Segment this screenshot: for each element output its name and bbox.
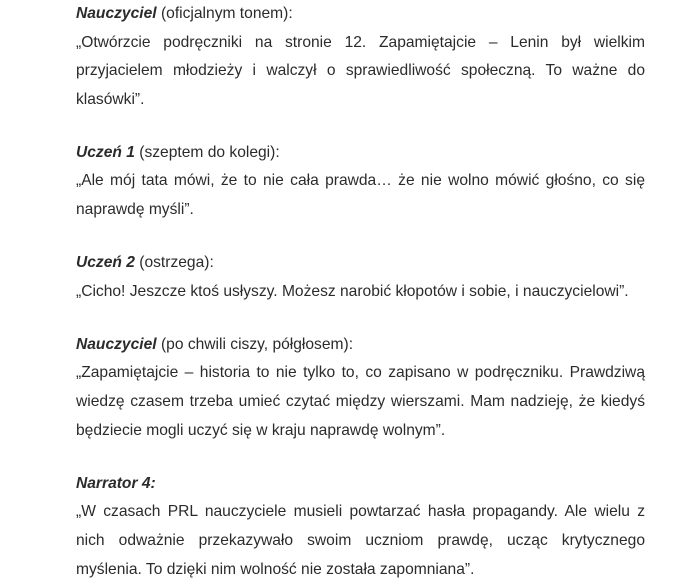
speech-text: „Otwórzcie podręczniki na stronie 12. Zapamiętajcie – Lenin był wielkim przyjacielem młodzieży i walczył o sprawiedliwość społeczną. To ważne do klasówki”.	[76, 33, 645, 108]
speaker-name: Narrator 4:	[76, 474, 156, 492]
dialogue-block	[76, 0, 645, 114]
speaker-name: Uczeń 1	[76, 143, 135, 161]
speaker-name: Nauczyciel	[76, 335, 157, 353]
speaker-line	[76, 470, 645, 499]
stage-direction: (ostrzega):	[134, 254, 214, 272]
dialogue-block	[76, 249, 645, 306]
speech-text: „Zapamiętajcie – historia to nie tylko to, co zapisano w podręczniku. Prawdziwą wiedzę czasem trzeba umieć czytać między wierszami. Mam nadzieję, że kiedyś będziecie mogli uczyć się w kraju naprawdę wolnym”.	[76, 364, 645, 439]
narrator-block	[76, 470, 645, 584]
speaker-line	[76, 331, 645, 360]
stage-direction: (po chwili ciszy, półgłosem):	[156, 335, 354, 353]
speaker-name: Nauczyciel	[76, 5, 157, 22]
speaker-line	[76, 139, 645, 168]
stage-direction: (szeptem do kolegi):	[134, 143, 280, 161]
speaker-line	[76, 249, 645, 278]
speaker-line	[76, 0, 645, 29]
dialogue-block	[76, 139, 645, 225]
speaker-name: Uczeń 2	[76, 254, 135, 272]
stage-direction: (oficjalnym tonem):	[156, 5, 293, 22]
dialogue-block	[76, 331, 645, 445]
speech-text: „Cicho! Jeszcze ktoś usłyszy. Możesz narobić kłopotów i sobie, i nauczycielowi”.	[76, 282, 629, 300]
speech-text: „Ale mój tata mówi, że to nie cała prawda… że nie wolno mówić głośno, co się naprawdę myśli”.	[76, 172, 645, 219]
speech-text: „W czasach PRL nauczyciele musieli powtarzać hasła propagandy. Ale wielu z nich odważnie przekazywało swoim uczniom prawdę, ucząc krytycznego myślenia. To dzięki nim wolność nie została zapomniana”.	[76, 503, 645, 578]
